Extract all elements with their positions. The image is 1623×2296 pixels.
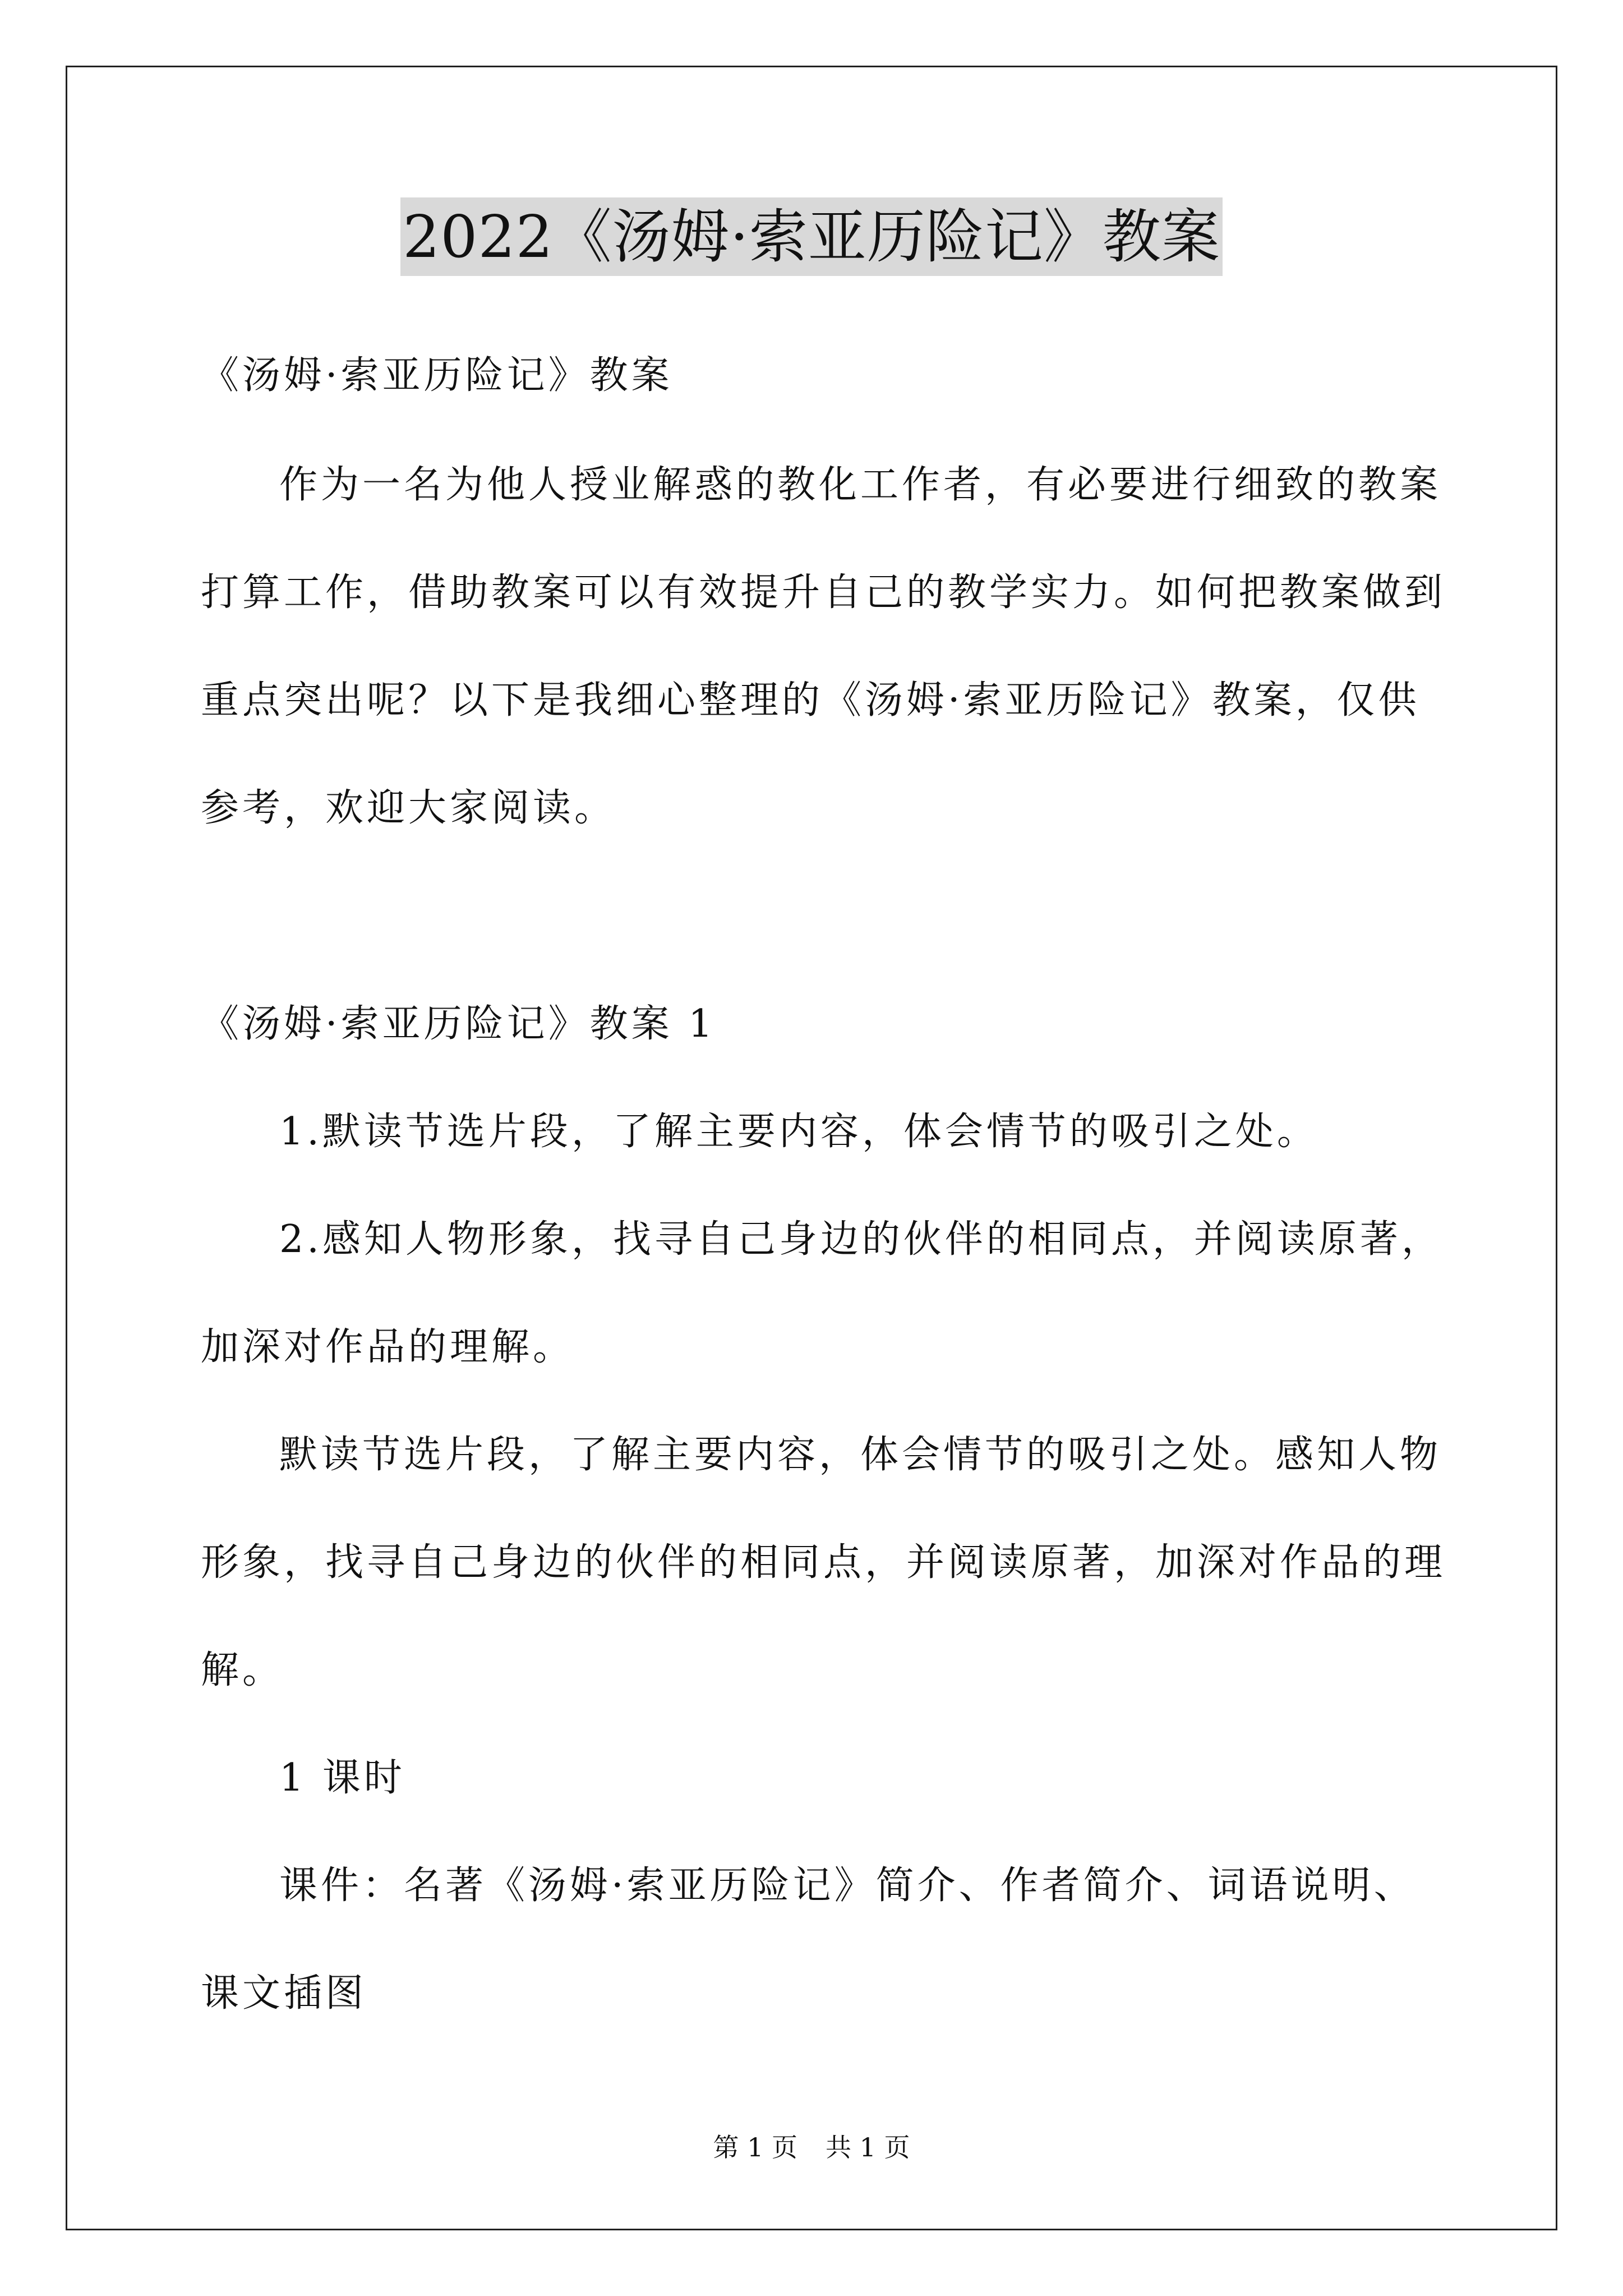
- paragraph-line: 重点突出呢？以下是我细心整理的《汤姆·索亚历险记》教案，仅供: [201, 678, 1420, 723]
- section-heading: 《汤姆·索亚历险记》教案 1: [201, 1002, 716, 1046]
- class-hours: 1 课时: [279, 1756, 405, 1800]
- paragraph-line: 形象，找寻自己身边的伙伴的相同点，并阅读原著，加深对作品的理: [201, 1540, 1446, 1585]
- objective-item: 1.默读节选片段，了解主要内容，体会情节的吸引之处。: [279, 1110, 1318, 1154]
- paragraph-line: 默读节选片段，了解主要内容，体会情节的吸引之处。感知人物: [279, 1433, 1442, 1477]
- paragraph-line: 解。: [201, 1648, 284, 1692]
- objective-item: 2.感知人物形象，找寻自己身边的伙伴的相同点，并阅读原著，: [279, 1217, 1443, 1262]
- page-current: 第 1 页: [713, 2132, 797, 2162]
- subtitle-line: 《汤姆·索亚历险记》教案: [201, 353, 673, 398]
- page-footer: [0, 2131, 1623, 2164]
- document-title: 2022《汤姆·索亚历险记》教案: [400, 197, 1223, 276]
- paragraph-line: 加深对作品的理解。: [201, 1325, 575, 1369]
- materials-line: 课文插图: [201, 1971, 367, 2016]
- page-total: 共 1 页: [826, 2132, 910, 2162]
- paragraph-line: 参考，欢迎大家阅读。: [201, 786, 616, 830]
- paragraph-line: 打算工作，借助教案可以有效提升自己的教学实力。如何把教案做到: [201, 570, 1446, 615]
- paragraph-line: 作为一名为他人授业解惑的教化工作者，有必要进行细致的教案: [279, 463, 1442, 507]
- materials-line: 课件：名著《汤姆·索亚历险记》简介、作者简介、词语说明、: [279, 1864, 1415, 1908]
- title-container: [0, 197, 1623, 276]
